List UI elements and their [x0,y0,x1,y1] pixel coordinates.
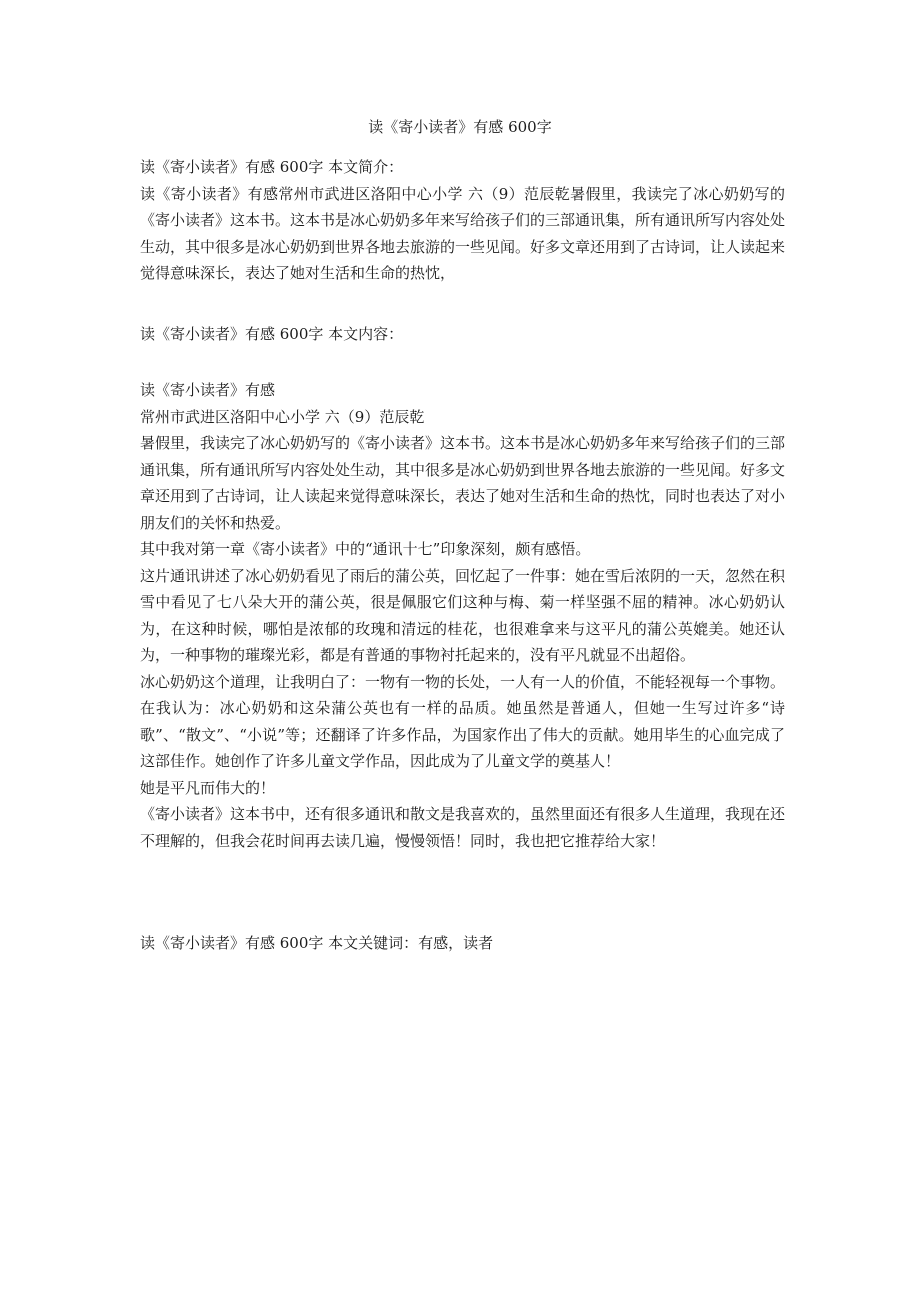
essay-paragraph: 《寄小读者》这本书中，还有很多通讯和散文是我喜欢的，虽然里面还有很多人生道理，我现在还不理解的，但我会花时间再去读几遍，慢慢领悟！同时，我也把它推荐给大家！ [140,805,786,850]
document-title: 读《寄小读者》有感 600字 [368,118,552,136]
essay-paragraph: 暑假里，我读完了冰心奶奶写的《寄小读者》这本书。这本书是冰心奶奶多年来写给孩子们的三部通讯集，所有通讯所写内容处处生动，其中很多是冰心奶奶到世界各地去旅游的一些见闻。好多文章还用到了古诗词，让人读起来觉得意味深长，表达了她对生活和生命的热忱，同时也表达了对小朋友们的关怀和热爱。 [140,434,786,532]
essay-paragraph: 冰心奶奶这个道理，让我明白了：一物有一物的长处，一人有一人的价值，不能轻视每一个事物。在我认为：冰心奶奶和这朵蒲公英也有一样的品质。她虽然是普通人，但她一生写过许多“诗歌”、“散文”、“小说”等；还翻译了许多作品，为国家作出了伟大的贡献。她用毕生的心血完成了这部佳作。她创作了许多儿童文学作品，因此成为了儿童文学的奠基人！ [140,672,786,770]
essay-body [140,377,785,854]
intro-section [140,154,785,287]
essay-paragraph: 她是平凡而伟大的！ [140,778,276,797]
essay-paragraph: 这片通讯讲述了冰心奶奶看见了雨后的蒲公英，回忆起了一件事：她在雪后浓阴的一天，忽然在积雪中看见了七八朵大开的蒲公英，很是佩服它们这种与梅、菊一样坚强不屈的精神。冰心奶奶认为，在这种时候，哪怕是浓郁的玫瑰和清远的桂花，也很难拿来与这平凡的蒲公英媲美。她还认为，一种事物的璀璨光彩，都是有普通的事物衬托起来的，没有平凡就显不出超俗。 [140,566,786,664]
content-heading: 读《寄小读者》有感 600字 本文内容： [140,325,404,343]
essay-paragraph: 其中我对第一章《寄小读者》中的“通讯十七”印象深刻，颇有感悟。 [140,540,591,558]
essay-author: 常州市武进区洛阳中心小学 六（9）范辰乾 [140,407,425,426]
keywords-line: 读《寄小读者》有感 600字 本文关键词：有感，读者 [140,934,494,952]
intro-text: 读《寄小读者》有感常州市武进区洛阳中心小学 六（9）范辰乾暑假里，我读完了冰心奶奶写的《寄小读者》这本书。这本书是冰心奶奶多年来写给孩子们的三部通讯集，所有通讯所写内容处处生动，其中很多是冰心奶奶到世界各地去旅游的一些见闻。好多文章还用到了古诗词，让人读起来觉得意味深长，表达了她对生活和生命的热忱， [140,184,786,282]
intro-heading: 读《寄小读者》有感 600字 本文简介： [140,158,404,176]
keywords-section [140,930,785,957]
content-heading-section [140,321,785,348]
essay-title: 读《寄小读者》有感 [140,381,276,399]
